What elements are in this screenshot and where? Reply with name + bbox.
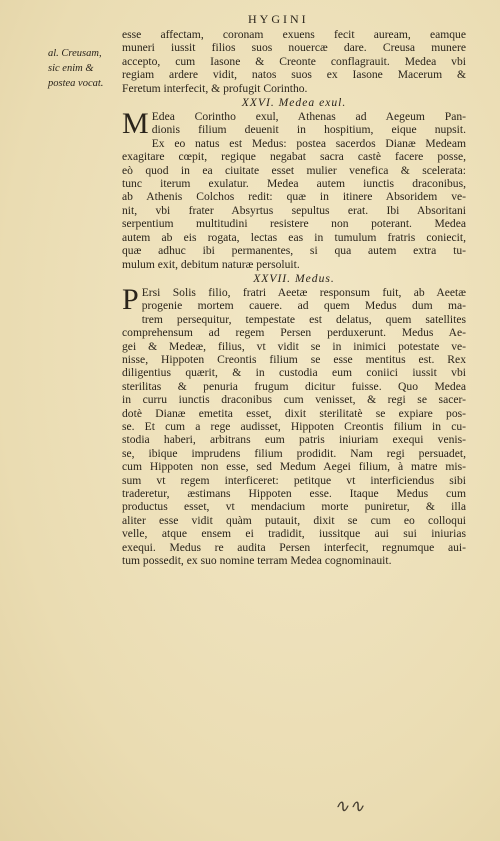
text-block <box>122 28 466 567</box>
text-line: trem persequitur, tempestate est delatus, quem satellites <box>141 312 466 326</box>
text-line: esse affectam, coronam exuens fecit auream, eamque <box>122 28 466 41</box>
text-line: Edea Corintho exul, Athenas ad Aegeum Pan- <box>151 110 466 124</box>
running-head: HYGINI <box>248 12 309 26</box>
margin-note: postea vocat. <box>48 78 104 89</box>
text-line: se. Et cum a rege audisset, Hippoten Creontis filium in cu- <box>122 419 466 433</box>
text-line: progenie mortem cauere. ad quem Medus dum ma- <box>141 299 466 313</box>
text-line: Feretum interfecit, & profugit Corintho. <box>122 81 308 95</box>
catchword-mark: ∿∿ <box>334 796 365 816</box>
margin-note: sic enim & <box>48 63 94 74</box>
text-line: stodia haberi, arbitrans eum patris iniuriam exequi venis- <box>122 433 466 447</box>
fable25-ending <box>122 28 466 95</box>
text-line: ab Athenis Colchos redit: quæ in itinere Absoridem ve- <box>122 190 466 204</box>
text-line: serpentium multitudini resistere non poterant. Medea <box>122 217 466 231</box>
text-line: nit, vbi frater Absyrtus sepultus erat. Ibi Absoritani <box>122 203 466 217</box>
text-line: dionis filium deuenit in hospitium, eique nupsit. <box>151 123 466 137</box>
text-line: gei & Medeæ, filius, vt vidit se in inimici potestate ve- <box>122 339 466 353</box>
text-line: sum vt regem interficeret: petitque vt interficiendus sibi <box>122 473 466 487</box>
dropcap: P <box>122 282 139 316</box>
text-line: Ersi Solis filio, fratri Aeetæ responsum fuit, ab Aeetæ <box>141 285 466 299</box>
text-line: regiam ardere vidit, natos suos ex Iasone Macerum & <box>122 68 466 82</box>
text-line: Ex eo natus est Medus: postea sacerdos Dianæ Medeam <box>151 136 466 150</box>
text-line: eò quod in ea ciuitate esset mulier venefica & scelerata: <box>122 163 466 177</box>
fable26-body <box>122 107 466 271</box>
text-line: exagitare cœpit, regique negabat sacra castè facere posse, <box>122 150 466 164</box>
margin-notes <box>48 46 126 91</box>
text-line: sterilitas & penuria frugum dicitur fuisse. Quo Medea <box>122 379 466 393</box>
text-line: nisse, Hippoten Creontis filium se esse mentitus est. Rex <box>122 352 466 366</box>
fable27-heading: XXVII. Medus. <box>253 271 335 285</box>
text-line: velle, atque ensem ei tradidit, iussitque aui sui iniurias <box>122 527 466 541</box>
fable27-body <box>122 282 466 568</box>
margin-note: al. Creusam, <box>48 48 102 59</box>
text-line: dotè Dianæ emetita esset, dixit sterilitatè se expiare pos- <box>122 406 466 420</box>
text-line: in curru iunctis draconibus cum venisset, & regi se sacer- <box>122 393 466 407</box>
fable26-heading: XXVI. Medea exul. <box>241 96 347 110</box>
text-line: accepto, cum Iasone & Creonte conflagrauit. Medea vbi <box>122 54 466 68</box>
text-line: aliter esse vidit quàm putauit, dixit se cum eo colloqui <box>122 513 466 527</box>
text-line: cum Hippoten non esse, sed Medum Aegei filium, à matre mis- <box>122 460 466 474</box>
text-line: diligentius quærit, & in custodia eum coniici iussit vbi <box>122 366 466 380</box>
text-line: traderetur, æstimans Hippoten esse. Itaque Medus cum <box>122 487 466 500</box>
text-line: autem ab eis rogata, lectas eas in tumulum fratris coniecit, <box>122 230 466 244</box>
text-line: comprehensum ad regem Persen perduxerunt. Medus Ae- <box>122 326 466 340</box>
text-line: quæ adhuc ibi permanentes, si qua autem extra tu- <box>122 244 466 258</box>
text-line: exequi. Medus re audita Persen interfecit, regnumque aui- <box>122 540 466 554</box>
text-line: tunc iterum exulatur. Medea autem iunctis draconibus, <box>122 177 466 191</box>
text-line: productus esset, vt mendacium morte puniretur, & illa <box>122 500 466 514</box>
dropcap: M <box>122 107 149 141</box>
text-line: tum possedit, ex suo nomine terram Medea cognominauit. <box>122 554 392 568</box>
text-line: mulum exit, debitum naturæ persoluit. <box>122 257 300 271</box>
text-line: muneri iussit filios suos nouercæ dare. Creusa munere <box>122 41 466 55</box>
text-line: se, ibique imprudens filium prodidit. Nam regi persuadet, <box>122 446 466 460</box>
